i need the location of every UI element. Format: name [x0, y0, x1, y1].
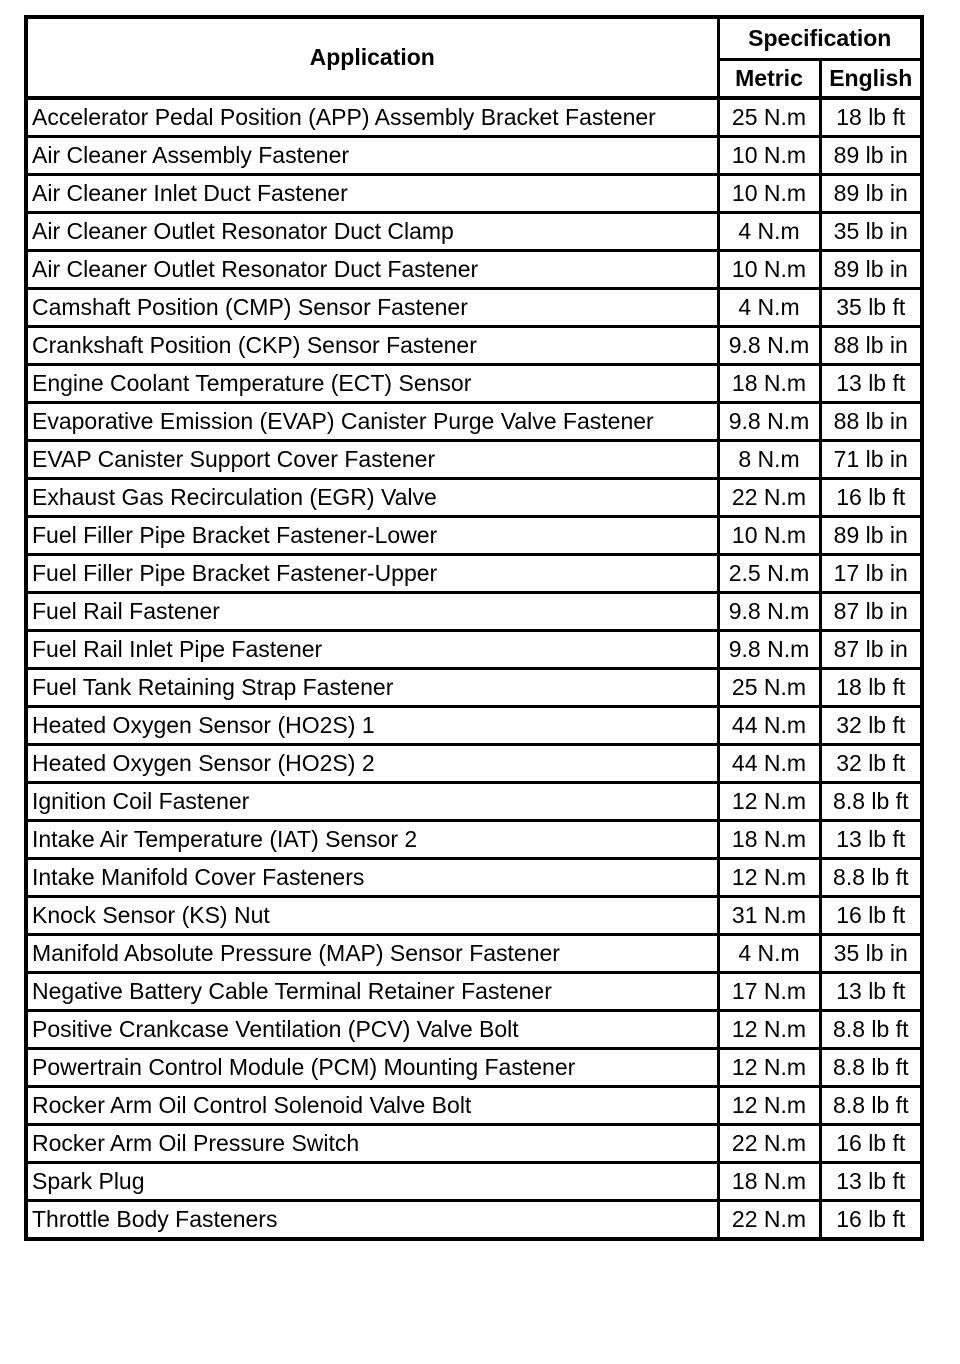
application-cell: Fuel Rail Inlet Pipe Fastener [26, 630, 718, 668]
table-row [26, 630, 922, 668]
english-cell: 8.8 lb ft [820, 1010, 922, 1048]
table-row [26, 174, 922, 212]
metric-cell: 12 N.m [718, 782, 820, 820]
metric-cell: 10 N.m [718, 516, 820, 554]
metric-cell: 9.8 N.m [718, 592, 820, 630]
table-row [26, 668, 922, 706]
english-cell: 8.8 lb ft [820, 1086, 922, 1124]
application-cell: Exhaust Gas Recirculation (EGR) Valve [26, 478, 718, 516]
fastener-spec-table [24, 15, 924, 1241]
application-cell: Air Cleaner Assembly Fastener [26, 136, 718, 174]
table-row [26, 554, 922, 592]
application-cell: Manifold Absolute Pressure (MAP) Sensor Fastener [26, 934, 718, 972]
metric-cell: 44 N.m [718, 744, 820, 782]
table-row [26, 478, 922, 516]
application-cell: Throttle Body Fasteners [26, 1200, 718, 1239]
table-row [26, 1010, 922, 1048]
table-row [26, 212, 922, 250]
metric-cell: 25 N.m [718, 668, 820, 706]
english-cell: 18 lb ft [820, 98, 922, 137]
application-cell: Rocker Arm Oil Pressure Switch [26, 1124, 718, 1162]
application-cell: Ignition Coil Fastener [26, 782, 718, 820]
metric-cell: 2.5 N.m [718, 554, 820, 592]
english-cell: 16 lb ft [820, 1200, 922, 1239]
english-cell: 35 lb in [820, 212, 922, 250]
metric-cell: 22 N.m [718, 1200, 820, 1239]
metric-cell: 12 N.m [718, 1048, 820, 1086]
application-cell: Heated Oxygen Sensor (HO2S) 2 [26, 744, 718, 782]
application-cell: Spark Plug [26, 1162, 718, 1200]
english-cell: 13 lb ft [820, 364, 922, 402]
english-cell: 16 lb ft [820, 478, 922, 516]
application-cell: Negative Battery Cable Terminal Retainer Fastener [26, 972, 718, 1010]
table-row [26, 592, 922, 630]
table-row [26, 820, 922, 858]
application-cell: Intake Manifold Cover Fasteners [26, 858, 718, 896]
english-cell: 35 lb in [820, 934, 922, 972]
table-row [26, 934, 922, 972]
application-cell: Crankshaft Position (CKP) Sensor Fastener [26, 326, 718, 364]
table-row [26, 250, 922, 288]
metric-cell: 18 N.m [718, 1162, 820, 1200]
table-body [26, 98, 922, 1239]
table-row [26, 706, 922, 744]
application-cell: Air Cleaner Inlet Duct Fastener [26, 174, 718, 212]
english-cell: 8.8 lb ft [820, 782, 922, 820]
application-cell: Evaporative Emission (EVAP) Canister Purge Valve Fastener [26, 402, 718, 440]
application-cell: Intake Air Temperature (IAT) Sensor 2 [26, 820, 718, 858]
metric-cell: 18 N.m [718, 364, 820, 402]
english-cell: 17 lb in [820, 554, 922, 592]
english-cell: 32 lb ft [820, 744, 922, 782]
table-row [26, 744, 922, 782]
table-row [26, 288, 922, 326]
table-row [26, 364, 922, 402]
metric-cell: 9.8 N.m [718, 326, 820, 364]
english-cell: 89 lb in [820, 250, 922, 288]
english-cell: 13 lb ft [820, 820, 922, 858]
english-cell: 89 lb in [820, 136, 922, 174]
english-column-header: English [820, 59, 922, 98]
english-cell: 13 lb ft [820, 1162, 922, 1200]
application-cell: Engine Coolant Temperature (ECT) Sensor [26, 364, 718, 402]
table-row [26, 98, 922, 137]
application-cell: EVAP Canister Support Cover Fastener [26, 440, 718, 478]
metric-cell: 12 N.m [718, 1086, 820, 1124]
metric-cell: 17 N.m [718, 972, 820, 1010]
english-cell: 87 lb in [820, 592, 922, 630]
english-cell: 32 lb ft [820, 706, 922, 744]
metric-cell: 9.8 N.m [718, 630, 820, 668]
table-row [26, 440, 922, 478]
table-row [26, 858, 922, 896]
metric-cell: 12 N.m [718, 1010, 820, 1048]
table-row [26, 972, 922, 1010]
table-row [26, 402, 922, 440]
application-cell: Camshaft Position (CMP) Sensor Fastener [26, 288, 718, 326]
english-cell: 35 lb ft [820, 288, 922, 326]
metric-cell: 22 N.m [718, 1124, 820, 1162]
table-header [26, 17, 922, 98]
english-cell: 8.8 lb ft [820, 1048, 922, 1086]
application-cell: Rocker Arm Oil Control Solenoid Valve Bolt [26, 1086, 718, 1124]
metric-cell: 44 N.m [718, 706, 820, 744]
application-cell: Fuel Filler Pipe Bracket Fastener-Upper [26, 554, 718, 592]
english-cell: 16 lb ft [820, 896, 922, 934]
table-row [26, 1200, 922, 1239]
metric-cell: 31 N.m [718, 896, 820, 934]
english-cell: 18 lb ft [820, 668, 922, 706]
metric-cell: 10 N.m [718, 136, 820, 174]
metric-cell: 18 N.m [718, 820, 820, 858]
application-cell: Fuel Tank Retaining Strap Fastener [26, 668, 718, 706]
application-cell: Powertrain Control Module (PCM) Mounting Fastener [26, 1048, 718, 1086]
english-cell: 16 lb ft [820, 1124, 922, 1162]
application-cell: Fuel Filler Pipe Bracket Fastener-Lower [26, 516, 718, 554]
specification-column-header: Specification [718, 17, 922, 59]
metric-cell: 4 N.m [718, 212, 820, 250]
metric-cell: 10 N.m [718, 250, 820, 288]
metric-cell: 22 N.m [718, 478, 820, 516]
table-row [26, 1048, 922, 1086]
table-row [26, 516, 922, 554]
application-cell: Accelerator Pedal Position (APP) Assembly Bracket Fastener [26, 98, 718, 137]
application-cell: Air Cleaner Outlet Resonator Duct Clamp [26, 212, 718, 250]
english-cell: 89 lb in [820, 174, 922, 212]
table-row [26, 1124, 922, 1162]
metric-cell: 9.8 N.m [718, 402, 820, 440]
table-row [26, 896, 922, 934]
english-cell: 87 lb in [820, 630, 922, 668]
application-cell: Knock Sensor (KS) Nut [26, 896, 718, 934]
table-row [26, 1162, 922, 1200]
metric-cell: 25 N.m [718, 98, 820, 137]
english-cell: 89 lb in [820, 516, 922, 554]
english-cell: 8.8 lb ft [820, 858, 922, 896]
application-cell: Positive Crankcase Ventilation (PCV) Valve Bolt [26, 1010, 718, 1048]
english-cell: 13 lb ft [820, 972, 922, 1010]
table-row [26, 782, 922, 820]
english-cell: 88 lb in [820, 326, 922, 364]
english-cell: 88 lb in [820, 402, 922, 440]
table-row [26, 1086, 922, 1124]
application-cell: Heated Oxygen Sensor (HO2S) 1 [26, 706, 718, 744]
metric-cell: 4 N.m [718, 288, 820, 326]
metric-cell: 8 N.m [718, 440, 820, 478]
metric-cell: 4 N.m [718, 934, 820, 972]
english-cell: 71 lb in [820, 440, 922, 478]
application-column-header: Application [26, 17, 718, 98]
table-row [26, 136, 922, 174]
metric-cell: 12 N.m [718, 858, 820, 896]
metric-column-header: Metric [718, 59, 820, 98]
application-cell: Air Cleaner Outlet Resonator Duct Fastener [26, 250, 718, 288]
metric-cell: 10 N.m [718, 174, 820, 212]
table-row [26, 326, 922, 364]
application-cell: Fuel Rail Fastener [26, 592, 718, 630]
